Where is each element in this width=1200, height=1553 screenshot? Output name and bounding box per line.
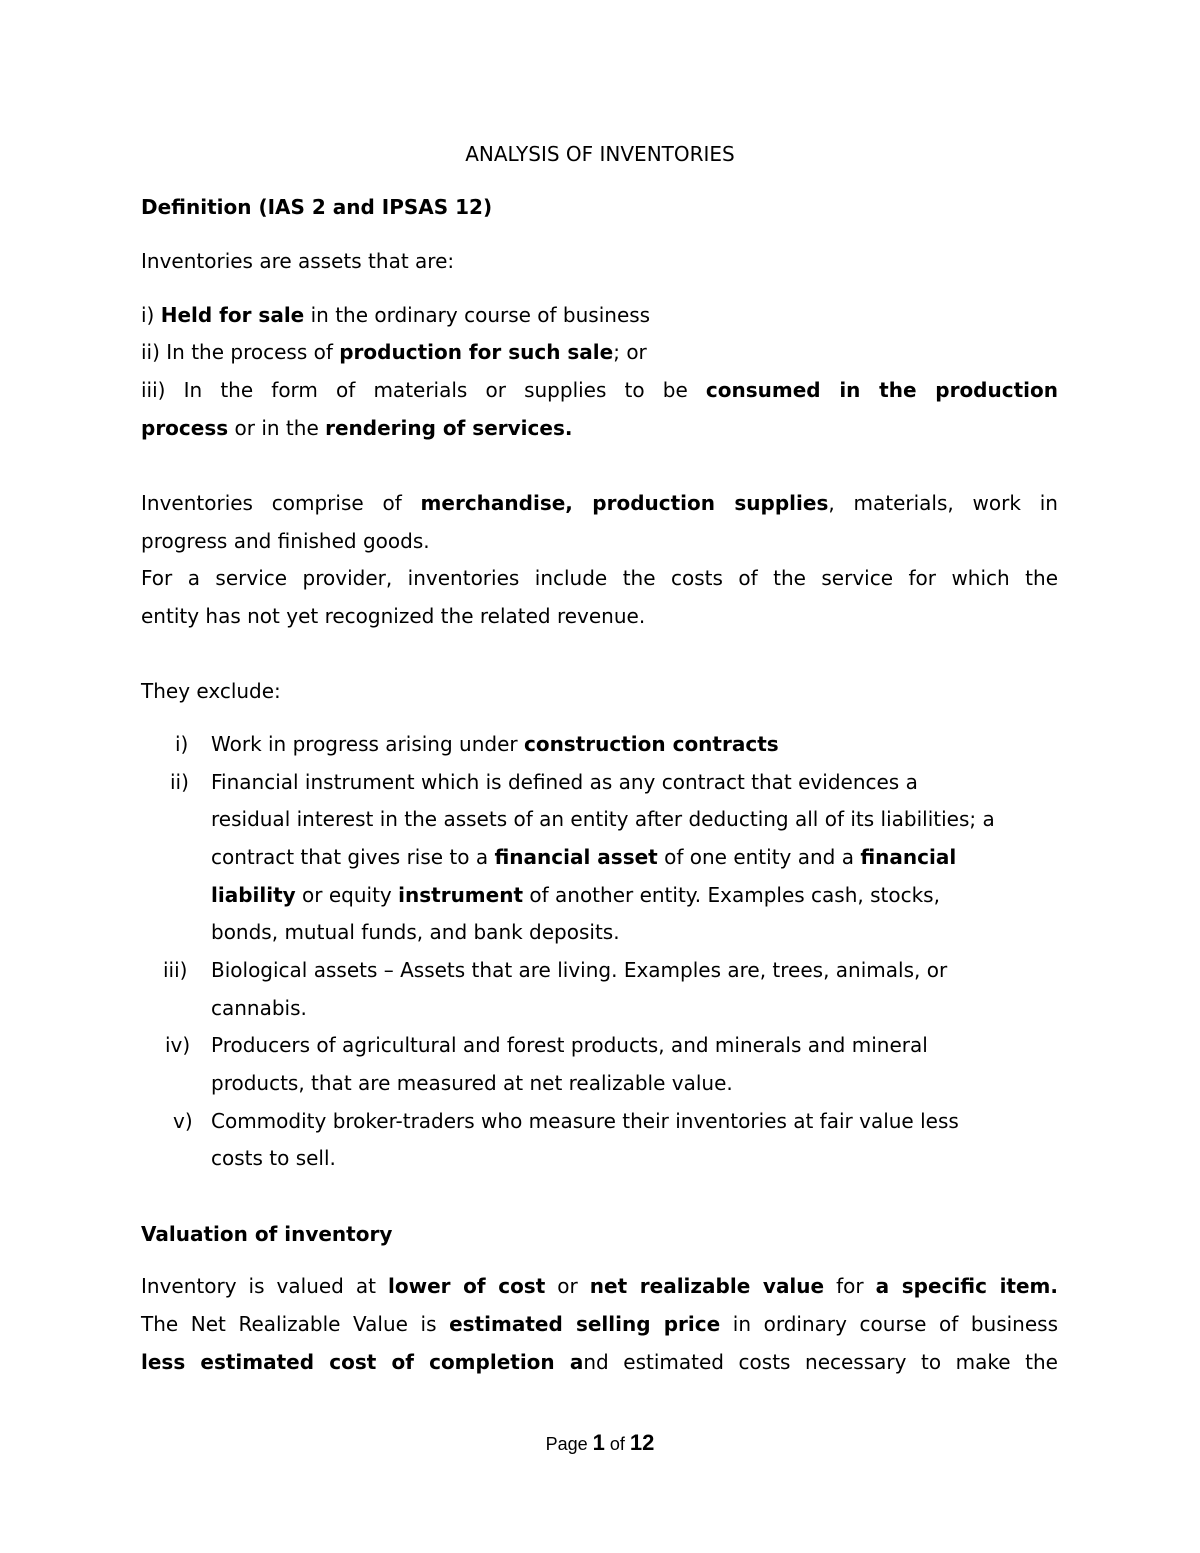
definition-item-iii-line2: process or in the rendering of services. [141, 416, 573, 440]
document-title: ANALYSIS OF INVENTORIES [465, 142, 735, 166]
exclude-item-iv-line2: products, that are measured at net realizable value. [211, 1071, 733, 1095]
exclude-item-iii-line1: Biological assets – Assets that are living. Examples are, trees, animals, or [211, 958, 948, 982]
definition-intro: Inventories are assets that are: [141, 249, 455, 273]
valuation-line3: less estimated cost of completion and estimated costs necessary to make the [141, 1350, 1058, 1374]
valuation-line1: Inventory is valued at lower of cost or net realizable value for a specific item. [141, 1274, 1058, 1298]
exclude-item-ii-line1: Financial instrument which is defined as any contract that evidences a [211, 770, 918, 794]
exclude-heading: They exclude: [141, 679, 281, 703]
definition-heading: Definition (IAS 2 and IPSAS 12) [141, 195, 493, 219]
exclude-item-ii-marker: ii) [170, 770, 189, 794]
definition-item-iii-line1: iii) In the form of materials or supplies to be consumed in the production [141, 378, 1058, 402]
exclude-item-iii-line2: cannabis. [211, 996, 307, 1020]
exclude-item-v-marker: v) [173, 1109, 193, 1133]
of-label: of [604, 1434, 630, 1454]
exclude-item-i-marker: i) [175, 732, 189, 756]
valuation-heading: Valuation of inventory [141, 1222, 393, 1246]
comprise-line3: For a service provider, inventories include the costs of the service for which the [141, 566, 1058, 590]
exclude-item-v-line2: costs to sell. [211, 1146, 336, 1170]
page-footer [0, 1430, 1200, 1457]
exclude-item-ii-line5: bonds, mutual funds, and bank deposits. [211, 920, 620, 944]
exclude-item-ii-line3: contract that gives rise to a financial asset of one entity and a financial [211, 845, 957, 869]
definition-item-ii: ii) In the process of production for such sale; or [141, 340, 647, 364]
page-label: Page [545, 1434, 593, 1454]
comprise-line4: entity has not yet recognized the related revenue. [141, 604, 646, 628]
comprise-line2: progress and finished goods. [141, 529, 430, 553]
exclude-item-v-line1: Commodity broker-traders who measure their inventories at fair value less [211, 1109, 959, 1133]
exclude-item-ii-line2: residual interest in the assets of an entity after deducting all of its liabilities; a [211, 807, 995, 831]
exclude-item-iii-marker: iii) [163, 958, 188, 982]
exclude-item-i-text: Work in progress arising under construction contracts [211, 732, 779, 756]
exclude-item-iv-marker: iv) [165, 1033, 191, 1057]
comprise-line1: Inventories comprise of merchandise, production supplies, materials, work in [141, 491, 1058, 515]
valuation-line2: The Net Realizable Value is estimated selling price in ordinary course of business [141, 1312, 1058, 1336]
current-page-number: 1 [592, 1430, 605, 1455]
definition-item-i: i) Held for sale in the ordinary course of business [141, 303, 651, 327]
total-page-number: 12 [629, 1430, 655, 1455]
exclude-item-iv-line1: Producers of agricultural and forest products, and minerals and mineral [211, 1033, 928, 1057]
exclude-item-ii-line4: liability or equity instrument of another entity. Examples cash, stocks, [211, 883, 940, 907]
